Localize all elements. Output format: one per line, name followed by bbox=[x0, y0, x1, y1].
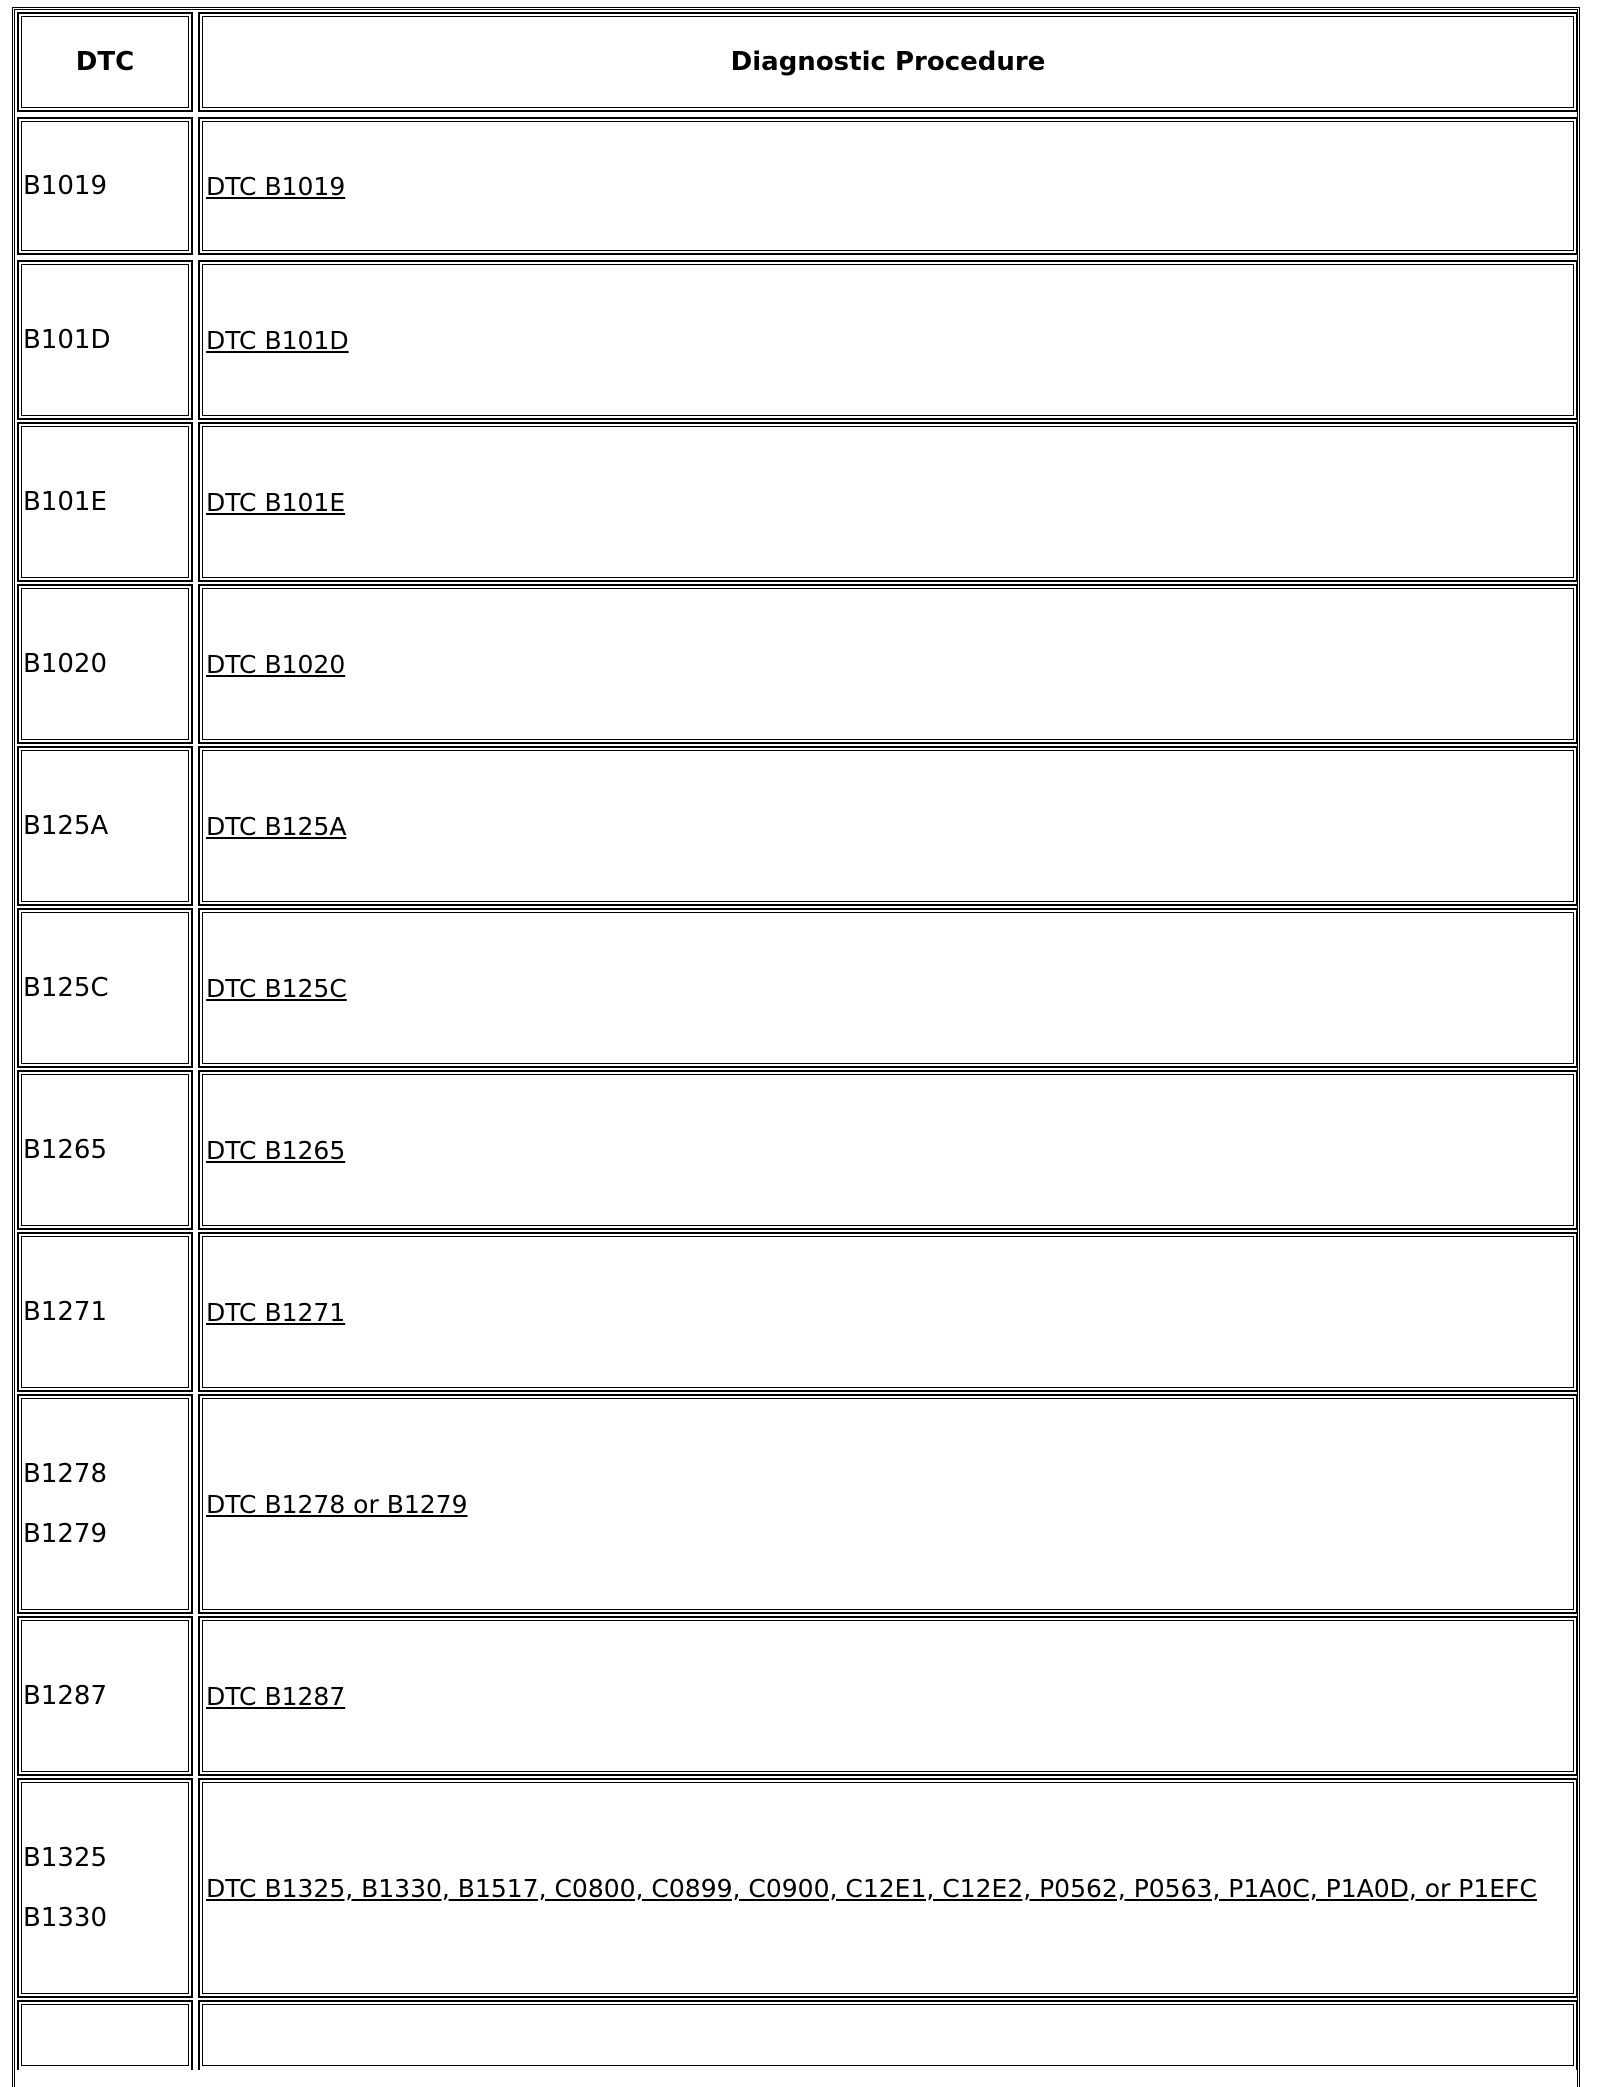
procedure-cell bbox=[198, 1232, 1578, 1392]
header-procedure bbox=[198, 12, 1578, 112]
table-row bbox=[15, 746, 1577, 906]
dtc-code: B1279 bbox=[23, 1519, 108, 1549]
procedure-link[interactable]: DTC B1265 bbox=[206, 1135, 346, 1165]
dtc-cell bbox=[17, 908, 193, 1068]
dtc-code: B1020 bbox=[23, 649, 108, 679]
procedure-cell bbox=[198, 1070, 1578, 1230]
dtc-code: B125C bbox=[23, 973, 109, 1003]
procedure-link[interactable]: DTC B125A bbox=[206, 811, 347, 841]
procedure-cell bbox=[198, 1616, 1578, 1776]
table-row bbox=[15, 1070, 1577, 1230]
procedure-link[interactable]: DTC B1020 bbox=[206, 649, 346, 679]
dtc-code: B1265 bbox=[23, 1135, 108, 1165]
dtc-code: B1287 bbox=[23, 1681, 108, 1711]
header-dtc bbox=[17, 12, 193, 112]
dtc-cell bbox=[17, 1394, 193, 1614]
procedure-link[interactable]: DTC B1271 bbox=[206, 1297, 346, 1327]
dtc-code: B1330 bbox=[23, 1903, 108, 1933]
dtc-code: B1325 bbox=[23, 1843, 108, 1873]
procedure-link[interactable]: DTC B1019 bbox=[206, 171, 346, 201]
dtc-code: B101D bbox=[23, 325, 111, 355]
procedure-cell bbox=[198, 422, 1578, 582]
dtc-cell bbox=[17, 1778, 193, 1998]
procedure-cell bbox=[198, 584, 1578, 744]
dtc-cell bbox=[17, 260, 193, 420]
header-procedure-label: Diagnostic Procedure bbox=[730, 47, 1046, 77]
table-row bbox=[15, 1616, 1577, 1776]
dtc-cell bbox=[17, 117, 193, 255]
procedure-cell bbox=[198, 1778, 1578, 1998]
table-row bbox=[15, 117, 1577, 255]
table-row bbox=[15, 908, 1577, 1068]
dtc-code: B125A bbox=[23, 811, 109, 841]
table-row bbox=[15, 1778, 1577, 1998]
procedure-cell bbox=[198, 908, 1578, 1068]
table-row bbox=[15, 422, 1577, 582]
header-dtc-label: DTC bbox=[75, 47, 135, 77]
dtc-cell bbox=[17, 746, 193, 906]
table-row-partial bbox=[15, 2000, 1577, 2070]
table-header-row bbox=[15, 12, 1577, 112]
dtc-cell bbox=[17, 1070, 193, 1230]
dtc-code: B101E bbox=[23, 487, 107, 517]
table-row bbox=[15, 1232, 1577, 1392]
procedure-link[interactable]: DTC B1325, B1330, B1517, C0800, C0899, C0900, C12E1, C12E2, P0562, P0563, P1A0C, P1A0D, or P1EFC bbox=[206, 1873, 1537, 1903]
dtc-table bbox=[12, 7, 1580, 2087]
procedure-cell bbox=[198, 260, 1578, 420]
procedure-link[interactable]: DTC B101E bbox=[206, 487, 346, 517]
procedure-link[interactable]: DTC B101D bbox=[206, 325, 349, 355]
table-row bbox=[15, 584, 1577, 744]
procedure-cell bbox=[198, 2000, 1578, 2070]
dtc-cell bbox=[17, 422, 193, 582]
table-row bbox=[15, 260, 1577, 420]
dtc-code: B1278 bbox=[23, 1459, 108, 1489]
dtc-code: B1019 bbox=[23, 171, 108, 201]
procedure-link[interactable]: DTC B1287 bbox=[206, 1681, 346, 1711]
procedure-cell bbox=[198, 117, 1578, 255]
table-row bbox=[15, 1394, 1577, 1614]
procedure-cell bbox=[198, 746, 1578, 906]
procedure-link[interactable]: DTC B125C bbox=[206, 973, 347, 1003]
procedure-cell bbox=[198, 1394, 1578, 1614]
dtc-cell bbox=[17, 1232, 193, 1392]
procedure-link[interactable]: DTC B1278 or B1279 bbox=[206, 1489, 468, 1519]
dtc-cell bbox=[17, 584, 193, 744]
dtc-cell bbox=[17, 2000, 193, 2070]
dtc-code: B1271 bbox=[23, 1297, 108, 1327]
dtc-cell bbox=[17, 1616, 193, 1776]
